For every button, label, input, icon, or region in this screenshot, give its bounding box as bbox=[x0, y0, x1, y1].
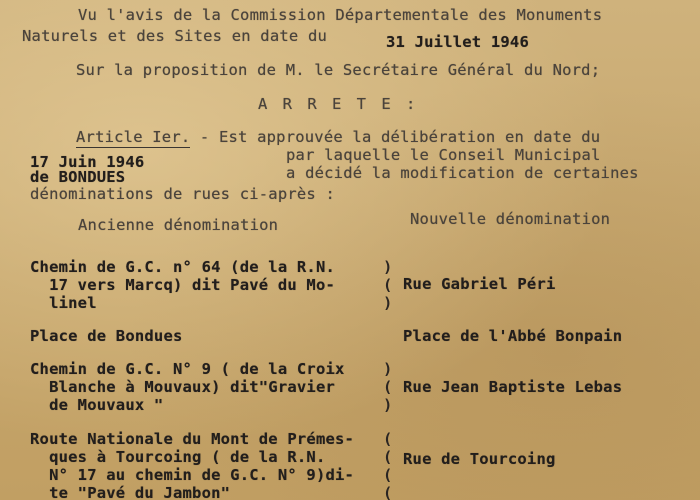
article-line-2: par laquelle le Conseil Municipal bbox=[286, 146, 601, 164]
article-line-3: a décidé la modification de certaines bbox=[286, 164, 639, 182]
old-name-line: te "Pavé du Jambon" bbox=[30, 484, 231, 500]
paren-left: ( bbox=[383, 466, 393, 484]
old-name-line: Blanche à Mouvaux) dit"Gravier bbox=[30, 378, 336, 396]
commune-name: de BONDUES bbox=[30, 168, 126, 186]
article-line-1 bbox=[76, 128, 600, 146]
old-name-line: Chemin de G.C. N° 9 ( de la Croix bbox=[30, 360, 345, 378]
old-name-line: Place de Bondues bbox=[30, 327, 183, 345]
paren-left: ( bbox=[383, 484, 393, 500]
paren-right: ) bbox=[383, 360, 393, 378]
preamble-line-2: Naturels et des Sites en date du bbox=[22, 27, 328, 45]
deliberation-date: 17 Juin 1946 bbox=[30, 153, 145, 171]
old-name-line: Route Nationale du Mont de Prémes- bbox=[30, 430, 355, 448]
old-name-line: Chemin de G.C. n° 64 (de la R.N. bbox=[30, 258, 336, 276]
old-name-line: ques à Tourcoing ( de la R.N. bbox=[30, 448, 326, 466]
article-label: Article Ier. bbox=[76, 128, 191, 146]
new-name: Rue Jean Baptiste Lebas bbox=[403, 378, 623, 396]
arrete-heading: A R R E T E : bbox=[258, 95, 419, 113]
preamble-line-1: Vu l'avis de la Commission Départementale des Monuments bbox=[78, 6, 603, 24]
article-line-4: dénominations de rues ci-après : bbox=[30, 185, 336, 203]
paren-right: ) bbox=[383, 294, 393, 312]
article-text-1: - Est approuvée la délibération en date du bbox=[190, 128, 601, 146]
old-name-line: de Mouvaux " bbox=[30, 396, 164, 414]
paren-left: ( bbox=[383, 276, 393, 294]
paren-right: ) bbox=[383, 258, 393, 276]
old-name-line: 17 vers Marcq) dit Pavé du Mo- bbox=[30, 276, 336, 294]
commission-date: 31 Juillet 1946 bbox=[386, 33, 529, 51]
new-name: Place de l'Abbé Bonpain bbox=[403, 327, 623, 345]
header-old-name: Ancienne dénomination bbox=[78, 216, 279, 234]
paren-left: ( bbox=[383, 378, 393, 396]
new-name: Rue de Tourcoing bbox=[403, 450, 556, 468]
old-name-line: N° 17 au chemin de G.C. N° 9)di- bbox=[30, 466, 355, 484]
paren-left: ( bbox=[383, 430, 393, 448]
header-new-name: Nouvelle dénomination bbox=[410, 210, 611, 228]
new-name: Rue Gabriel Péri bbox=[403, 275, 556, 293]
preamble-line-3: Sur la proposition de M. le Secrétaire Général du Nord; bbox=[76, 61, 601, 79]
paren-left: ( bbox=[383, 448, 393, 466]
old-name-line: linel bbox=[30, 294, 97, 312]
paren-right: ) bbox=[383, 396, 393, 414]
